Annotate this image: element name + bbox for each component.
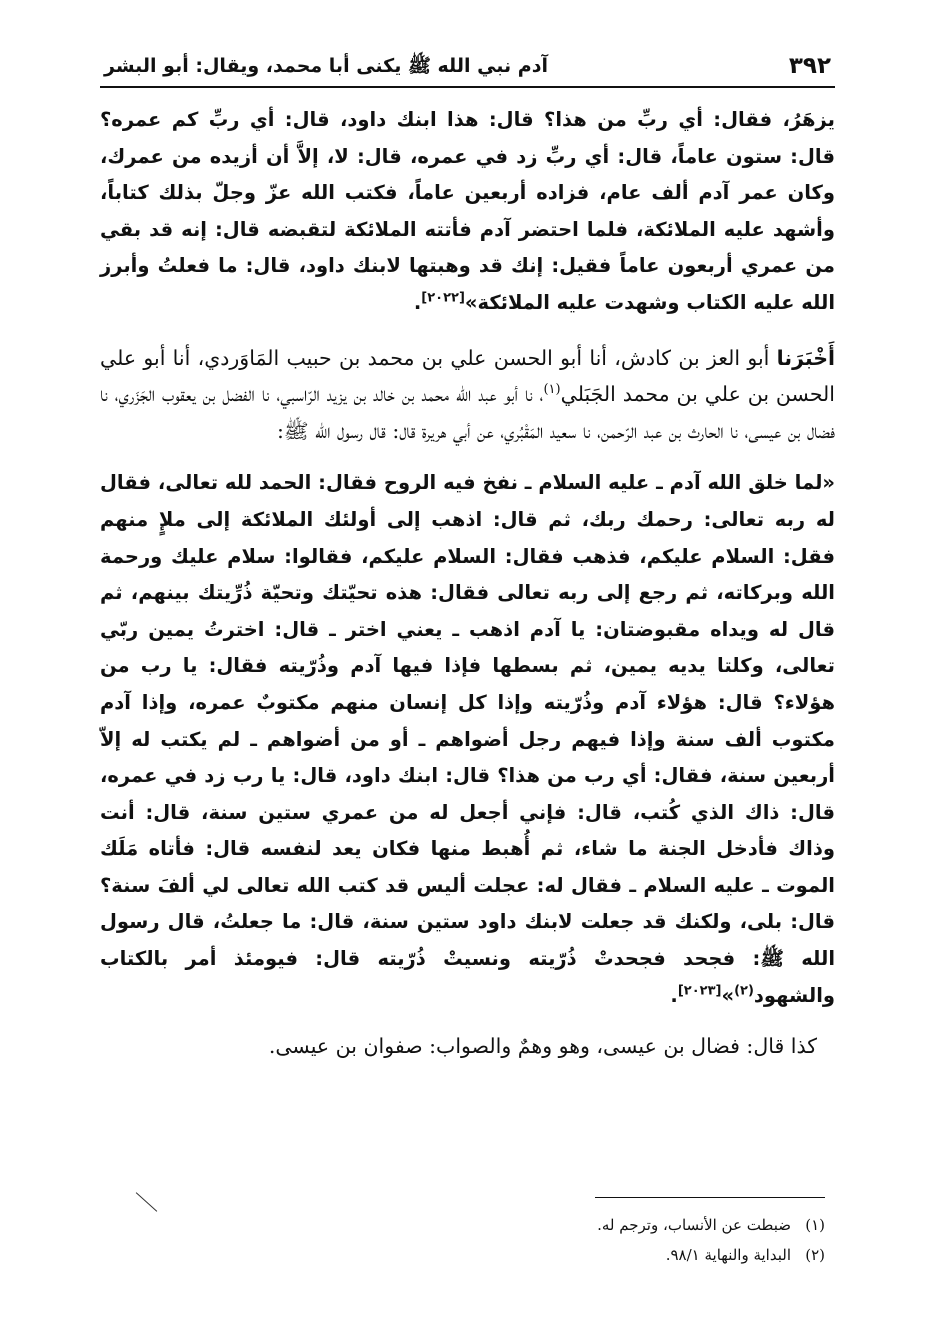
- page-number: ٣٩٢: [788, 53, 831, 79]
- footnote-number: (١): [805, 1216, 825, 1234]
- paragraph-text: يزهَرُ، فقال: أي ربِّ من هذا؟ قال: هذا ابنك داود، قال: أي ربِّ كم عمره؟ قال: ستون عاماً، قال: أي ربِّ زد في عمره، قال: لا، إلاَّ أن أزيده من عمرك، وكان عمر آدم ألف عام، فزاده أربعين عاماً، فكتب الله عزّ وجلّ بذلك كتاباً، وأشهد عليه الملائكة، فلما احتضر آدم فأتته الملائكة لتقبضه قال: إنه قد بقي من عمري أربعون عاماً فقيل: إنك قد وهبتها لابنك داود، قال: ما فعلتُ وأبرز الله عليه الكتاب وشهدت عليه الملائكة»: [100, 108, 835, 314]
- footnote-text: البداية والنهاية ٩٨/١.: [665, 1246, 791, 1264]
- footnote-2: [225, 1240, 825, 1270]
- hadith-ref-number: [٢٠٢٢]: [421, 290, 465, 306]
- isnad-text-1: أبو العز بن كادش، أنا أبو الحسن علي بن محمد بن حبيب المَاوَردي، أنا أبو علي الحسن بن علي بن محمد الجَبَلي: [100, 345, 836, 407]
- footnote-marker-1: (١): [543, 382, 561, 398]
- paragraph-hadith-matn: «لما خلق الله آدم ـ عليه السلام ـ نفخ فيه الروح فقال: الحمد لله تعالى، فقال له ربه تعالى: رحمك ربك، ثم قال: اذهب إلى أولئك الملائكة إلى ملإٍ منهم فقل: السلام عليكم، فذهب فقال: السلام عليكم، فقالوا: سلام عليك ورحمة الله وبركاته، ثم رجع إلى ربه تعالى فقال: هذه تحيّتك وتحيّة ذُرِّيتك بينهم، ثم قال له ويداه مقبوضتان: يا آدم اذهب ـ يعني اختر ـ قال: اخترتُ يمين ربّي تعالى، وكلتا يديه يمين، ثم بسطها فإذا فيها آدم وذُرّيته فقال: يا رب من هؤلاء؟ قال: هؤلاء آدم وذُرّيته وإذا كل إنسان منهم مكتوبٌ عمره، وإذا آدم مكتوب ألف سنة وإذا فيهم رجل أضواهم ـ أو من أضواهم ـ لم يكتب له إلاّ أربعين سنة، فقال: أي رب من هذا؟ قال: ابنك داود، قال: يا رب زد في عمره، قال: ذاك الذي كُتب، قال: فإني أجعل له من عمري ستين سنة، قال: أنت وذاك فأدخل الجنة ما شاء، ثم أُهبط منها فكان يعد لنفسه قال: فأتاه مَلَك الموت ـ عليه السلام ـ فقال له: عجلت أليس قد كتب الله تعالى لي ألفَ سنة؟ قال: بلى، ولكنك قد جعلت لابنك داود ستين سنة، قال: ما جعلتُ، قال رسول الله ﷺ: فجحد فجحدتْ ذُرّيته ونسيتْ ذُرّيته قال: فيومئذ أمر بالكتاب والشهود$^{(٢)}$»[٢٠٢٣].: [100, 471, 835, 1007]
- footnote-1: [225, 1210, 825, 1240]
- header-rule: [100, 86, 835, 88]
- book-page: [100, 52, 835, 1065]
- footnote-marker-2: (٢): [734, 983, 754, 999]
- paragraph-note: كذا قال: فضال بن عيسى، وهو وهمٌ والصواب: صفوان بن عيسى.: [268, 1034, 817, 1059]
- footnotes: [225, 1210, 825, 1270]
- paragraph-isnad: [100, 340, 835, 450]
- running-title: آدم نبي الله ﷺ يكنى أبا محمد، ويقال: أبو البشر: [104, 55, 548, 77]
- footnote-number: (٢): [805, 1246, 825, 1264]
- matn-text: «لما خلق الله آدم ـ عليه السلام ـ نفخ فيه الروح فقال: الحمد لله تعالى، فقال له ربه تعالى: رحمك ربك، ثم قال: اذهب إلى أولئك الملائكة إلى ملإٍ منهم فقل: السلام عليكم، فذهب فقال: السلام عليكم، فقالوا: سلام عليك ورحمة الله وبركاته، ثم رجع إلى ربه تعالى فقال: هذه تحيّتك وتحيّة ذُرِّيتك بينهم، ثم قال له ويداه مقبوضتان: يا آدم اذهب ـ يعني اختر ـ قال: اخترتُ يمين ربّي تعالى، وكلتا يديه يمين، ثم بسطها فإذا فيها آدم وذُرّيته فقال: يا رب من هؤلاء؟ قال: هؤلاء آدم وذُرّيته وإذا كل إنسان منهم مكتوبٌ عمره، وإذا آدم مكتوب ألف سنة وإذا فيهم رجل أضواهم ـ أو من أضواهم ـ لم يكتب له إلاّ أربعين سنة، فقال: أي رب من هذا؟ قال: ابنك داود، قال: يا رب زد في عمره، قال: ذاك الذي كُتب، قال: فإني أجعل له من عمري ستين سنة، قال: أنت وذاك فأدخل الجنة ما شاء، ثم أُهبط منها فكان يعد لنفسه قال: فأتاه مَلَك الموت ـ عليه السلام ـ فقال له: عجلت أليس قد كتب الله تعالى لي ألفَ سنة؟ قال: بلى، ولكنك قد جعلت لابنك داود ستين سنة، قال: ما جعلتُ، قال رسول الله ﷺ: فجحد فجحدتْ ذُرّيته ونسيتْ ذُرّيته قال: فيومئذ أمر بالكتاب والشهود: [100, 471, 835, 1007]
- akhbarana-word: أَخْبَرَنا: [776, 345, 835, 370]
- isnad-text-2: ، نا أبو عبد اللّه محمد بن خالد بن يزيد الرّاسبي، نا الفضل بن يعقوب الجَزَري، نا فضال بن عيسى، نا الحارث بن عبد الرّحمن، نا سعيد المَقْبُري، عن أبي هريرة قال: قال رسول الله ﷺ:: [100, 382, 835, 443]
- footnote-rule: [595, 1197, 825, 1198]
- paragraph-hadith-end: يزهَرُ، فقال: أي ربِّ من هذا؟ قال: هذا ابنك داود، قال: أي ربِّ كم عمره؟ قال: ستون عاماً، قال: أي ربِّ زد في عمره، قال: لا، إلاَّ أن أزيده من عمرك، وكان عمر آدم ألف عام، فزاده أربعين عاماً، فكتب الله عزّ وجلّ بذلك كتاباً، وأشهد عليه الملائكة، فلما احتضر آدم فأتته الملائكة لتقبضه قال: إنه قد بقي من عمري أربعون عاماً فقيل: إنك قد وهبتها لابنك داود، قال: ما فعلتُ وأبرز الله عليه الكتاب وشهدت عليه الملائكة»[٢٠٢٢].: [100, 108, 835, 314]
- page-header: [100, 52, 835, 86]
- hadith-ref-number-2: [٢٠٢٣]: [677, 983, 722, 999]
- quote-close: »: [721, 983, 735, 1007]
- stray-pen-mark: [136, 1192, 157, 1211]
- footnote-text: ضبطت عن الأنساب، وترجم له.: [597, 1216, 791, 1234]
